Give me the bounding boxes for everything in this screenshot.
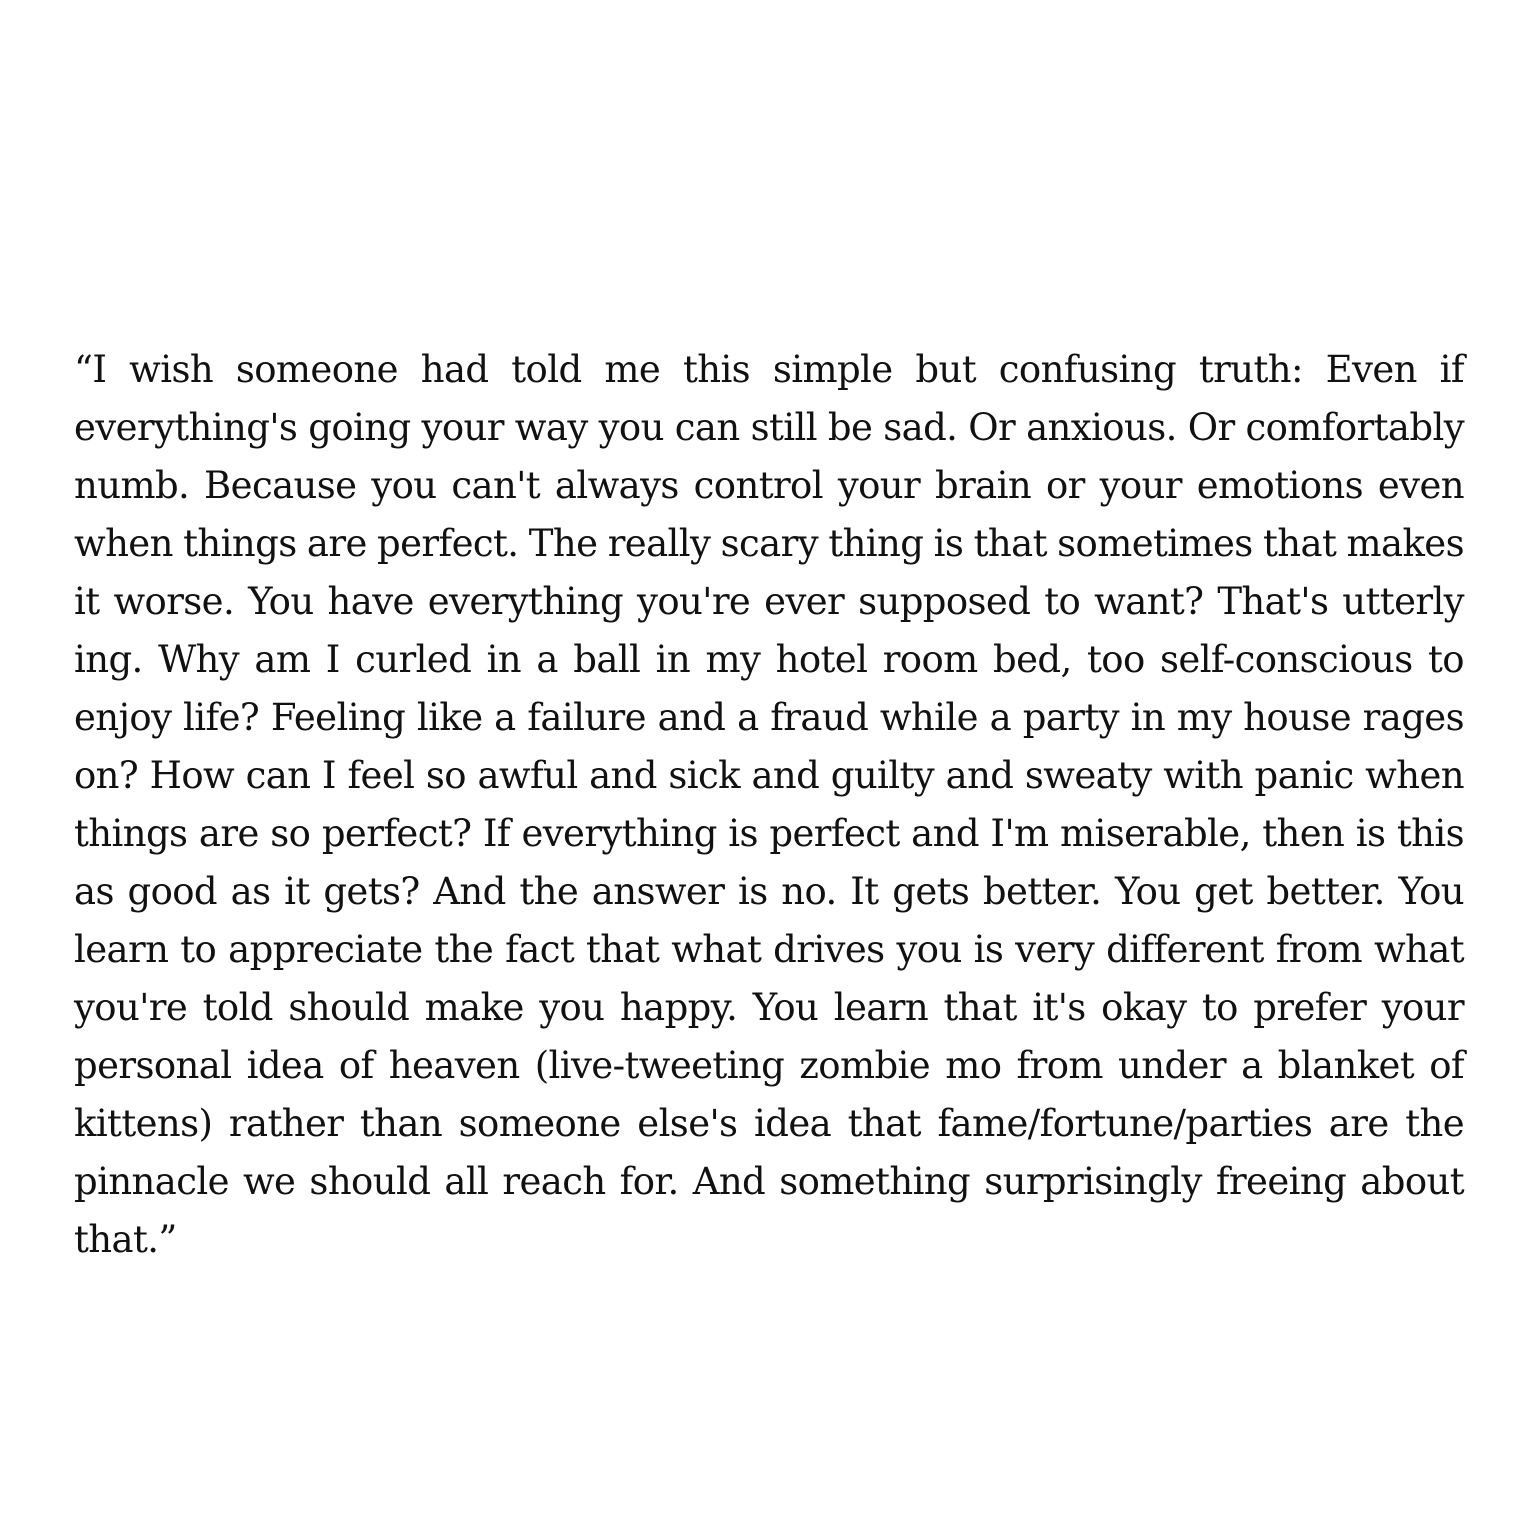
quote-text: “I wish someone had told me this simple but confusing truth: Even if everything's going your way you can still be sad. Or anxious. Or comfortably numb. Because you can't always control your brain or your emotions even when things are perfect. The really scary thing is that sometimes that makes it worse. You have everything you're ever supposed to want? That's utterly ing. Why am I curled in a ball in my hotel room bed, too self-conscious to enjoy life? Feeling like a failure and a fraud while a party in my house rages on? How can I feel so awful and sick and guilty and sweaty with panic when things are so perfect? If everything is perfect and I'm miserable, then is this as good as it gets? And the answer is no. It gets better. You get better. You learn to appreciate the fact that what drives you is very different from what you're told should make you happy. You learn that it's okay to prefer your personal idea of heaven (live-tweeting zombie mo from under a blanket of kittens) rather than someone else's idea that fame/fortune/parties are the pinnacle we should all reach for. And something surprisingly freeing about that.” bbox=[74, 348, 1464, 1261]
